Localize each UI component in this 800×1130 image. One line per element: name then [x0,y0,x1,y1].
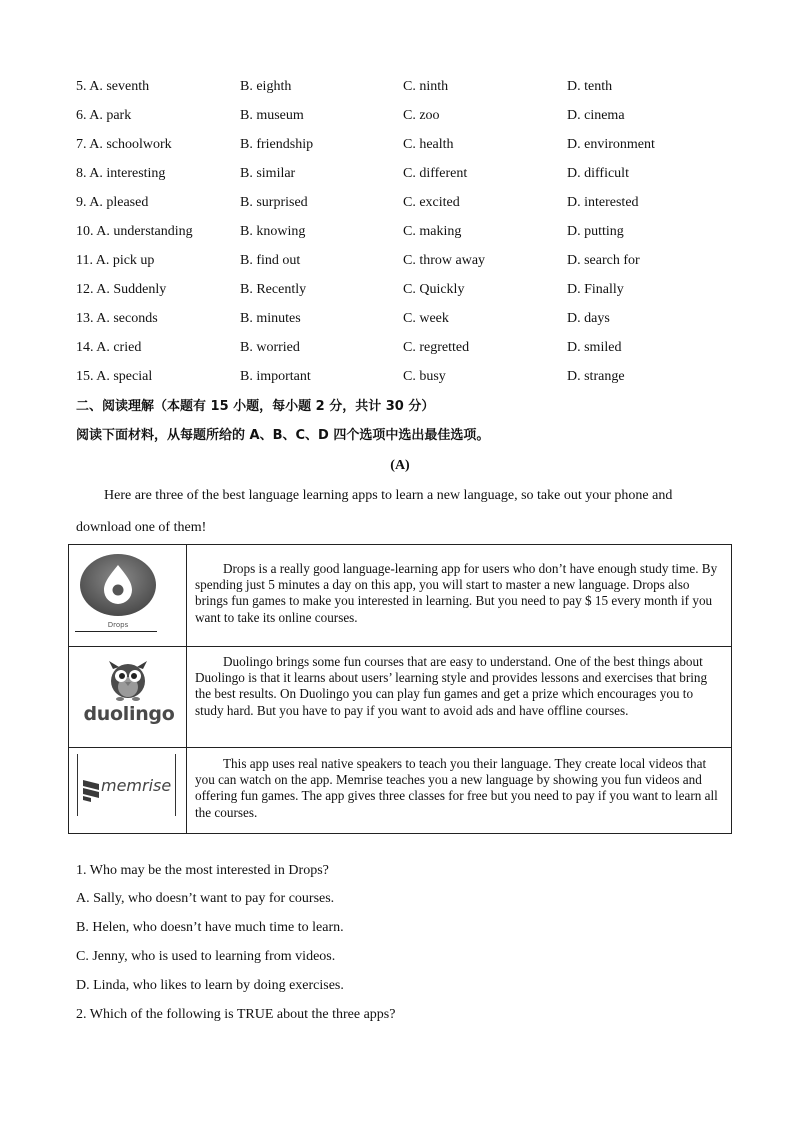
option-c: C. busy [403,369,446,384]
option-row-6 [0,106,800,126]
option-c: C. Quickly [403,282,465,297]
option-d: D. interested [567,195,639,210]
question-1-option-b: B. Helen, who doesn’t have much time to learn. [76,920,344,935]
option-a: 14. A. cried [76,340,142,355]
option-a: 7. A. schoolwork [76,137,172,152]
drops-underline [75,631,157,632]
option-row-7 [0,135,800,155]
option-b: B. worried [240,340,300,355]
option-b: B. friendship [240,137,314,152]
option-c: C. making [403,224,462,239]
app-row-duolingo [69,646,731,747]
intro-line-1: Here are three of the best language learning apps to learn a new language, so take out your phone and [104,488,673,503]
question-1: 1. Who may be the most interested in Drops? [76,863,329,878]
option-d: D. days [567,311,610,326]
question-1-option-c: C. Jenny, who is used to learning from videos. [76,949,336,964]
option-a: 8. A. interesting [76,166,166,181]
app-row-drops [69,545,731,646]
option-d: D. difficult [567,166,629,181]
option-row-8 [0,164,800,184]
option-a: 11. A. pick up [76,253,155,268]
option-row-5 [0,77,800,97]
question-2: 2. Which of the following is TRUE about the three apps? [76,1007,396,1022]
question-1-option-d: D. Linda, who likes to learn by doing exercises. [76,978,344,993]
option-b: B. knowing [240,224,306,239]
memrise-description: This app uses real native speakers to teach you their language. They create local videos that you can watch on the app. Memrise teaches you a new language by showing you fun videos and offering fun games. The app gives three classes for free but you need to pay if you want to learn all the courses. [195,756,718,820]
section-heading: 二、阅读理解（本题有 15 小题，每小题 2 分，共计 30 分） [76,399,435,414]
memrise-wordmark: memrise [101,776,172,795]
option-d: D. cinema [567,108,625,123]
option-a: 10. A. understanding [76,224,193,239]
passage-label: (A) [390,458,410,473]
option-a: 12. A. Suddenly [76,282,167,297]
option-row-15 [0,367,800,387]
option-b: B. museum [240,108,304,123]
option-row-10 [0,222,800,242]
option-c: C. excited [403,195,460,210]
option-a: 6. A. park [76,108,132,123]
option-c: C. regretted [403,340,470,355]
option-b: B. eighth [240,79,292,94]
memrise-right-rule [175,754,176,816]
duolingo-wordmark: duolingo [83,703,175,725]
option-row-9 [0,193,800,213]
option-d: D. strange [567,369,625,384]
option-a: 5. A. seventh [76,79,150,94]
option-c: C. different [403,166,468,181]
option-row-12 [0,280,800,300]
option-c: C. health [403,137,454,152]
option-a: 9. A. pleased [76,195,149,210]
drops-description: Drops is a really good language-learning app for users who don’t have enough study time. By spending just 5 minutes a day on this app, you will start to master a new language. Drops also brings fun games to make you interested in learning. But you need to pay $ 15 every month if you want to take its online courses. [195,561,718,625]
drops-logo-cell [69,545,187,646]
option-c: C. ninth [403,79,449,94]
memrise-mark-icon [81,778,101,804]
drops-caption: Drops [107,621,129,629]
option-b: B. similar [240,166,296,181]
option-d: D. environment [567,137,655,152]
duolingo-logo-cell [69,647,187,747]
option-b: B. surprised [240,195,308,210]
option-c: C. throw away [403,253,486,268]
option-b: B. minutes [240,311,301,326]
memrise-logo-cell [69,748,187,833]
app-row-memrise [69,747,731,833]
option-row-13 [0,309,800,329]
option-b: B. Recently [240,282,307,297]
option-a: 13. A. seconds [76,311,158,326]
option-d: D. smiled [567,340,622,355]
duolingo-description: Duolingo brings some fun courses that are easy to understand. One of the best things about Duolingo is that it learns about users’ learning style and provides lessons and exercises that bring the best results. On Duolingo you can play fun games and get a prize which encourages you to study hard. But you have to pay if you want to avoid ads and have offline courses. [195,654,708,718]
section-instruction: 阅读下面材料，从每题所给的 A、B、C、D 四个选项中选出最佳选项。 [76,428,490,443]
option-a: 15. A. special [76,369,153,384]
option-c: C. week [403,311,449,326]
option-row-14 [0,338,800,358]
option-b: B. find out [240,253,301,268]
option-c: C. zoo [403,108,440,123]
option-d: D. putting [567,224,624,239]
owl-icon [103,659,153,703]
memrise-left-rule [77,754,78,816]
apps-table [68,544,732,834]
option-d: D. search for [567,253,640,268]
option-d: D. tenth [567,79,613,94]
intro-line-2: download one of them! [76,520,207,535]
option-b: B. important [240,369,311,384]
option-d: D. Finally [567,282,624,297]
option-row-11 [0,251,800,271]
question-1-option-a: A. Sally, who doesn’t want to pay for courses. [76,891,335,906]
